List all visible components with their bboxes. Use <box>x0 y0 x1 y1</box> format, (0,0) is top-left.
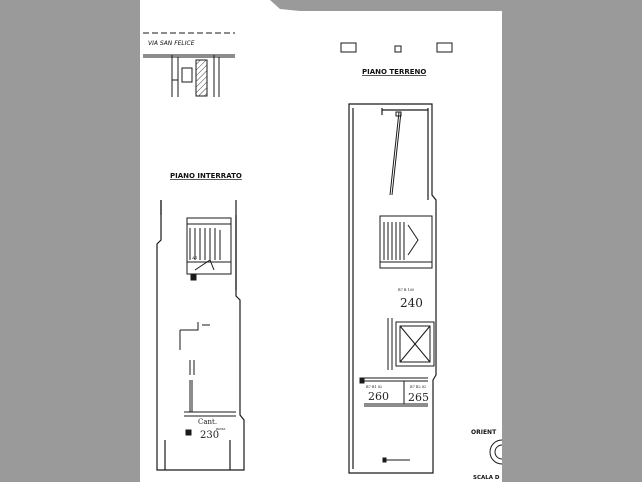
floor-plan-sheet <box>140 0 502 482</box>
ground-floor-walls <box>349 104 436 473</box>
street-label: VIA SAN FELICE <box>148 40 195 47</box>
ground-lift-shaft <box>388 318 434 370</box>
basement-room-number: 230 <box>200 430 220 441</box>
orientation-label: ORIENT <box>471 429 497 436</box>
sheet-torn-edge <box>270 0 502 11</box>
basement-stair-mark: A1 <box>192 255 198 260</box>
room-265-number: 265 <box>408 391 429 404</box>
north-arrow-icon <box>490 440 502 464</box>
ground-stair <box>380 216 432 268</box>
ground-facade-marks <box>341 43 452 52</box>
room-240-number: 240 <box>400 296 423 310</box>
room-260-number: 260 <box>368 390 389 403</box>
room-265-code: B7 B2 82 <box>410 385 427 389</box>
ground-floor-title: PIANO TERRENO <box>362 68 427 76</box>
scale-label: SCALA D <box>473 475 500 481</box>
basement-stair <box>187 218 231 280</box>
room-240-code: B7 B 100 <box>398 288 415 292</box>
ground-entry-ramp <box>390 112 401 195</box>
basement-room-code-a: Cant. <box>198 418 218 426</box>
basement-title: PIANO INTERRATO <box>170 172 242 180</box>
room-260-code: B7 B1 82 <box>366 385 383 389</box>
floor-plan-drawing <box>140 0 502 482</box>
basement-room-code-b: mezz. <box>216 427 227 431</box>
